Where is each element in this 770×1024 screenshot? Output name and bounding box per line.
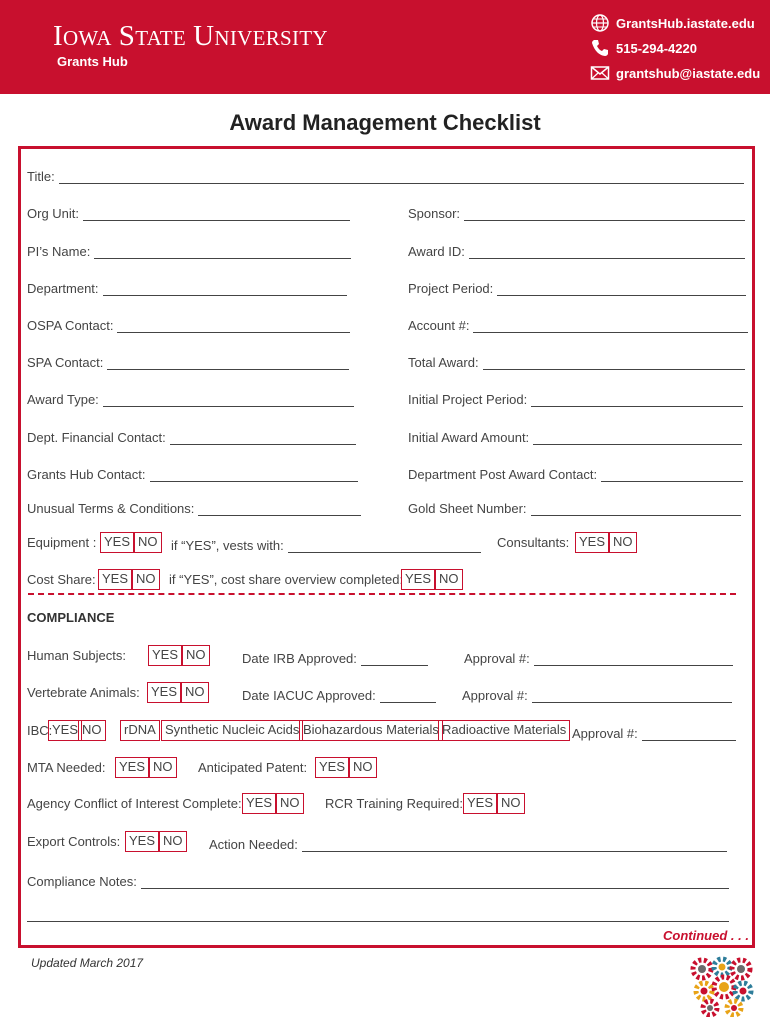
iacuc-approval-label: Approval #:: [462, 688, 528, 703]
irb-approval-label: Approval #:: [464, 651, 530, 666]
radioactive-materials-option[interactable]: Radioactive Materials: [438, 720, 570, 741]
website-contact[interactable]: [590, 12, 755, 34]
continued-label: Continued . . .: [663, 928, 749, 943]
ibc-no-option[interactable]: NO: [78, 720, 106, 741]
date-iacuc-input-line[interactable]: [380, 689, 436, 703]
total-award-label: Total Award:: [408, 355, 479, 370]
initial-project-period-input-line[interactable]: [531, 393, 743, 407]
award-type-field[interactable]: [27, 387, 354, 407]
date-irb-label: Date IRB Approved:: [242, 651, 357, 666]
patent-no-option[interactable]: NO: [349, 757, 377, 778]
consultants-yes-option[interactable]: YES: [575, 532, 609, 553]
mta-needed-label: MTA Needed:: [27, 760, 106, 775]
ibc-yes-option[interactable]: YES: [48, 720, 82, 741]
cost-share-if-yes-label: if “YES”, cost share overview completed:: [169, 572, 404, 587]
sponsor-label: Sponsor:: [408, 206, 461, 221]
date-irb-input-line[interactable]: [361, 652, 428, 666]
dept-financial-contact-label: Dept. Financial Contact:: [27, 430, 166, 445]
department-input-line[interactable]: [103, 282, 347, 296]
gold-sheet-field[interactable]: [408, 496, 741, 516]
university-logo: IOWA STATE UNIVERSITY: [53, 20, 328, 52]
ospa-contact-input-line[interactable]: [117, 319, 350, 333]
title-input-line[interactable]: [59, 170, 744, 184]
rcr-training-label: RCR Training Required:: [325, 796, 464, 811]
mta-yes-option[interactable]: YES: [115, 757, 149, 778]
rcr-yes-option[interactable]: YES: [463, 793, 497, 814]
department-label: Department:: [27, 281, 99, 296]
patent-yes-option[interactable]: YES: [315, 757, 349, 778]
updated-date: Updated March 2017: [31, 956, 144, 970]
compliance-notes-input-line[interactable]: [141, 875, 729, 889]
dept-post-award-contact-input-line[interactable]: [601, 468, 743, 482]
agency-coi-yes-option[interactable]: YES: [242, 793, 276, 814]
consultants-label: Consultants:: [497, 535, 570, 550]
unusual-terms-field[interactable]: [27, 496, 361, 516]
account-input-line[interactable]: [473, 319, 748, 333]
cost-share-label: Cost Share:: [27, 572, 96, 587]
spa-contact-field[interactable]: [27, 350, 349, 370]
org-unit-field[interactable]: [27, 201, 350, 221]
vertebrate-animals-label: Vertebrate Animals:: [27, 685, 140, 700]
org-unit-label: Org Unit:: [27, 206, 80, 221]
website-link[interactable]: GrantsHub.iastate.edu: [616, 15, 755, 31]
human-subjects-no-option[interactable]: NO: [182, 645, 210, 666]
initial-award-amount-field[interactable]: [408, 425, 742, 445]
action-needed-field[interactable]: [209, 832, 727, 852]
initial-award-amount-input-line[interactable]: [533, 431, 742, 445]
department-field[interactable]: [27, 276, 347, 296]
synthetic-nucleic-acids-option[interactable]: Synthetic Nucleic Acids: [161, 720, 303, 741]
gears-icon: [688, 955, 756, 1017]
phone-contact[interactable]: [590, 37, 697, 59]
award-type-input-line[interactable]: [103, 393, 354, 407]
compliance-heading: COMPLIANCE: [27, 610, 115, 625]
cost-share-yes-option[interactable]: YES: [98, 569, 132, 590]
project-period-label: Project Period:: [408, 281, 494, 296]
account-label: Account #:: [408, 318, 470, 333]
action-needed-label: Action Needed:: [209, 837, 298, 852]
irb-approval-input-line[interactable]: [534, 652, 733, 666]
sponsor-field[interactable]: [408, 201, 745, 221]
vertebrate-animals-no-option[interactable]: NO: [181, 682, 209, 703]
initial-award-amount-label: Initial Award Amount:: [408, 430, 530, 445]
iacuc-approval-field[interactable]: [462, 683, 732, 703]
project-period-input-line[interactable]: [497, 282, 746, 296]
award-type-label: Award Type:: [27, 392, 99, 407]
consultants-no-option[interactable]: NO: [609, 532, 637, 553]
ospa-contact-field[interactable]: [27, 313, 350, 333]
cost-share-no-option[interactable]: NO: [132, 569, 160, 590]
envelope-icon: [590, 63, 610, 83]
email-link[interactable]: grantshub@iastate.edu: [616, 65, 761, 81]
export-yes-option[interactable]: YES: [125, 831, 159, 852]
ibc-label: IBC:: [27, 723, 53, 738]
pi-name-field[interactable]: [27, 239, 351, 259]
grants-hub-contact-label: Grants Hub Contact:: [27, 467, 146, 482]
cost-share-overview-no-option[interactable]: NO: [435, 569, 463, 590]
total-award-field[interactable]: [408, 350, 745, 370]
sponsor-input-line[interactable]: [464, 207, 745, 221]
ospa-contact-label: OSPA Contact:: [27, 318, 114, 333]
export-no-option[interactable]: NO: [159, 831, 187, 852]
spa-contact-label: SPA Contact:: [27, 355, 104, 370]
total-award-input-line[interactable]: [483, 356, 745, 370]
account-field[interactable]: [408, 313, 748, 333]
pi-name-label: PI’s Name:: [27, 244, 91, 259]
date-irb-field[interactable]: [242, 646, 428, 666]
iacuc-approval-input-line[interactable]: [532, 689, 732, 703]
title-field[interactable]: [27, 164, 744, 184]
dept-financial-contact-input-line[interactable]: [170, 431, 356, 445]
compliance-notes-label: Compliance Notes:: [27, 874, 137, 889]
dept-post-award-contact-label: Department Post Award Contact:: [408, 467, 598, 482]
agency-coi-label: Agency Conflict of Interest Complete:: [27, 796, 242, 811]
grants-hub-label: Grants Hub: [57, 54, 128, 69]
compliance-notes-extra-line[interactable]: [27, 921, 729, 922]
human-subjects-label: Human Subjects:: [27, 648, 126, 663]
unusual-terms-input-line[interactable]: [198, 502, 361, 516]
initial-project-period-field[interactable]: [408, 387, 743, 407]
agency-coi-no-option[interactable]: NO: [276, 793, 304, 814]
equipment-yes-option[interactable]: YES: [100, 532, 134, 553]
initial-project-period-label: Initial Project Period:: [408, 392, 528, 407]
compliance-notes-field[interactable]: [27, 869, 729, 889]
equipment-no-option[interactable]: NO: [134, 532, 162, 553]
action-needed-input-line[interactable]: [302, 838, 727, 852]
irb-approval-field[interactable]: [464, 646, 733, 666]
equipment-vests-with-input-line[interactable]: [288, 539, 481, 553]
equipment-label: Equipment :: [27, 535, 97, 550]
mta-no-option[interactable]: NO: [149, 757, 177, 778]
email-contact[interactable]: [590, 62, 760, 84]
vertebrate-animals-yes-option[interactable]: YES: [147, 682, 181, 703]
anticipated-patent-label: Anticipated Patent:: [198, 760, 308, 775]
export-controls-label: Export Controls:: [27, 834, 121, 849]
globe-icon: [590, 13, 610, 33]
rcr-no-option[interactable]: NO: [497, 793, 525, 814]
date-iacuc-field[interactable]: [242, 683, 436, 703]
dept-financial-contact-field[interactable]: [27, 425, 356, 445]
ibc-approval-label: Approval #:: [572, 726, 638, 741]
rdna-option[interactable]: rDNA: [120, 720, 160, 741]
unusual-terms-label: Unusual Terms & Conditions:: [27, 501, 195, 516]
ibc-approval-input-line[interactable]: [642, 727, 736, 741]
biohazardous-materials-option[interactable]: Biohazardous Materials: [299, 720, 443, 741]
project-period-field[interactable]: [408, 276, 746, 296]
date-iacuc-label: Date IACUC Approved:: [242, 688, 376, 703]
title-label: Title:: [27, 169, 55, 184]
pi-name-input-line[interactable]: [94, 245, 351, 259]
org-unit-input-line[interactable]: [83, 207, 350, 221]
cost-share-overview-yes-option[interactable]: YES: [401, 569, 435, 590]
ibc-approval-field[interactable]: [572, 721, 736, 741]
section-divider: [28, 593, 736, 595]
equipment-if-yes-label: if “YES”, vests with:: [171, 538, 284, 553]
award-id-label: Award ID:: [408, 244, 465, 259]
dept-post-award-contact-field[interactable]: [408, 462, 743, 482]
equipment-vests-with-field[interactable]: [171, 533, 481, 553]
page-title: Award Management Checklist: [229, 110, 541, 135]
gold-sheet-label: Gold Sheet Number:: [408, 501, 527, 516]
grants-hub-contact-field[interactable]: [27, 462, 358, 482]
award-id-input-line[interactable]: [469, 245, 745, 259]
header-banner: [0, 0, 770, 94]
gold-sheet-input-line[interactable]: [531, 502, 741, 516]
award-id-field[interactable]: [408, 239, 745, 259]
phone-icon: [590, 38, 610, 58]
human-subjects-yes-option[interactable]: YES: [148, 645, 182, 666]
grants-hub-contact-input-line[interactable]: [150, 468, 359, 482]
phone-number[interactable]: 515-294-4220: [616, 40, 697, 56]
spa-contact-input-line[interactable]: [107, 356, 349, 370]
